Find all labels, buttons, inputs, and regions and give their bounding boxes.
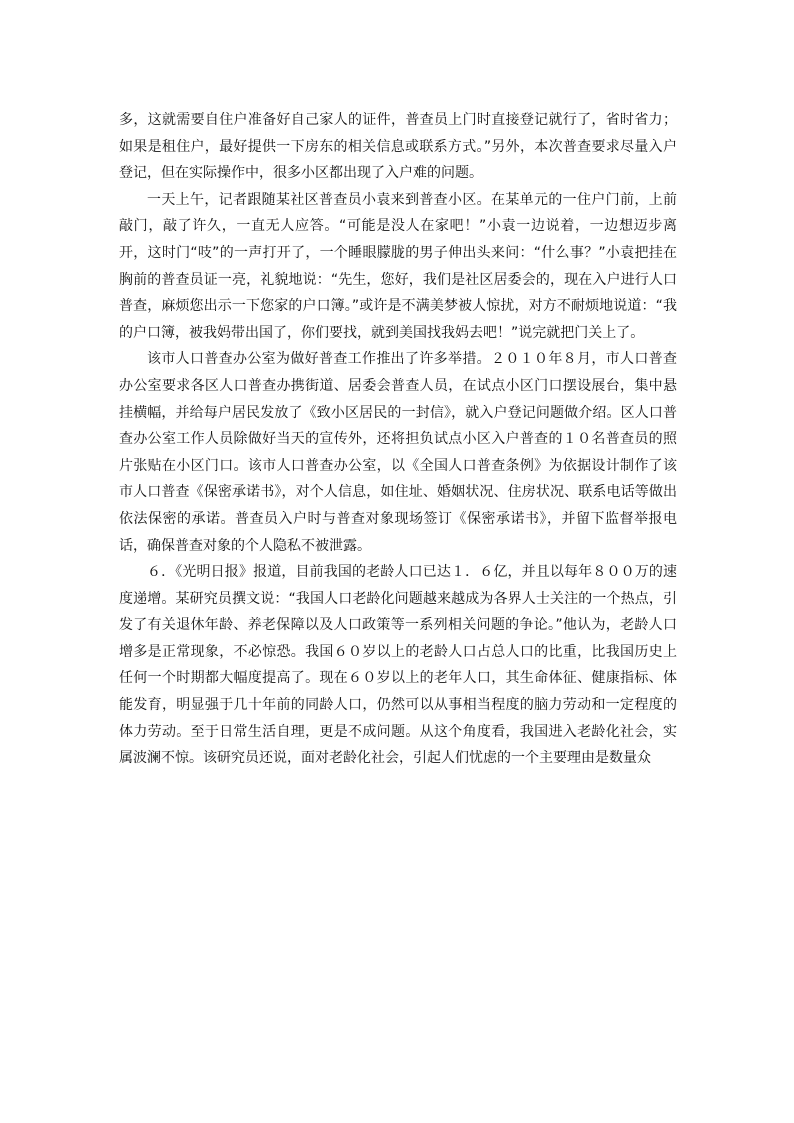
paragraph-4: ６．《光明日报》报道，目前我国的老龄人口已达１．６亿，并且以每年８００万的速度递增。某研究员撰文说：“我国人口老龄化问题越来越成为各界人士关注的一个热点，引发了有关退休年龄、养老保障以及人口政策等一系列相关问题的争论。”他认为，老龄人口增多是正常现象，不必惊恐。我国６０岁以上的老龄人口占总人口的比重，比我国历史上任何一个时期都大幅度提高了。现在６０岁以上的老年人口，其生命体征、健康指标、体能发育，明显强于几十年前的同龄人口，仍然可以从事相当程度的脑力劳动和一定程度的体力劳动。至于日常生活自理，更是不成问题。从这个角度看，我国进入老龄化社会，实属波澜不惊。该研究员还说，面对老龄化社会，引起人们忧虑的一个主要理由是数量众 bbox=[119, 564, 677, 767]
document-body bbox=[119, 107, 677, 772]
paragraph-1: 多，这就需要自住户准备好自己家人的证件，普查员上门时直接登记就行了，省时省力；如果是租住户，最好提供一下房东的相关信息或联系方式。”另外，本次普查要求尽量入户登记，但在实际操作中，很多小区都出现了入户难的问题。 bbox=[119, 112, 677, 182]
paragraph-2: 一天上午，记者跟随某社区普查员小袁来到普查小区。在某单元的一住户门前，上前敲门，敲了许久，一直无人应答。“可能是没人在家吧！”小袁一边说着，一边想迈步离开，这时门“吱”的一声打开了，一个睡眼朦胧的男子伸出头来问：“什么事？”小袁把挂在胸前的普查员证一亮，礼貌地说：“先生，您好，我们是社区居委会的，现在入户进行人口普查，麻烦您出示一下您家的户口簿。”或许是不满美梦被人惊扰，对方不耐烦地说道：“我的户口簿，被我妈带出国了，你们要找，就到美国找我妈去吧！”说完就把门关上了。 bbox=[119, 191, 677, 341]
paragraph-3: 该市人口普查办公室为做好普查工作推出了许多举措。２０１０年８月，市人口普查办公室要求各区人口普查办携街道、居委会普查人员，在试点小区门口摆设展台，集中悬挂横幅，并给每户居民发放了《致小区居民的一封信》，就入户登记问题做介绍。区人口普查办公室工作人员除做好当天的宣传外，还将担负试点小区入户普查的１０名普查员的照片张贴在小区门口。该市人口普查办公室，以《全国人口普查条例》为依据设计制作了该市人口普查《保密承诺书》，对个人信息，如住址、婚姻状况、住房状况、联系电话等做出依法保密的承诺。普查员入户时与普查对象现场签订《保密承诺书》，并留下监督举报电话，确保普查对象的个人隐私不被泄露。 bbox=[119, 351, 677, 554]
